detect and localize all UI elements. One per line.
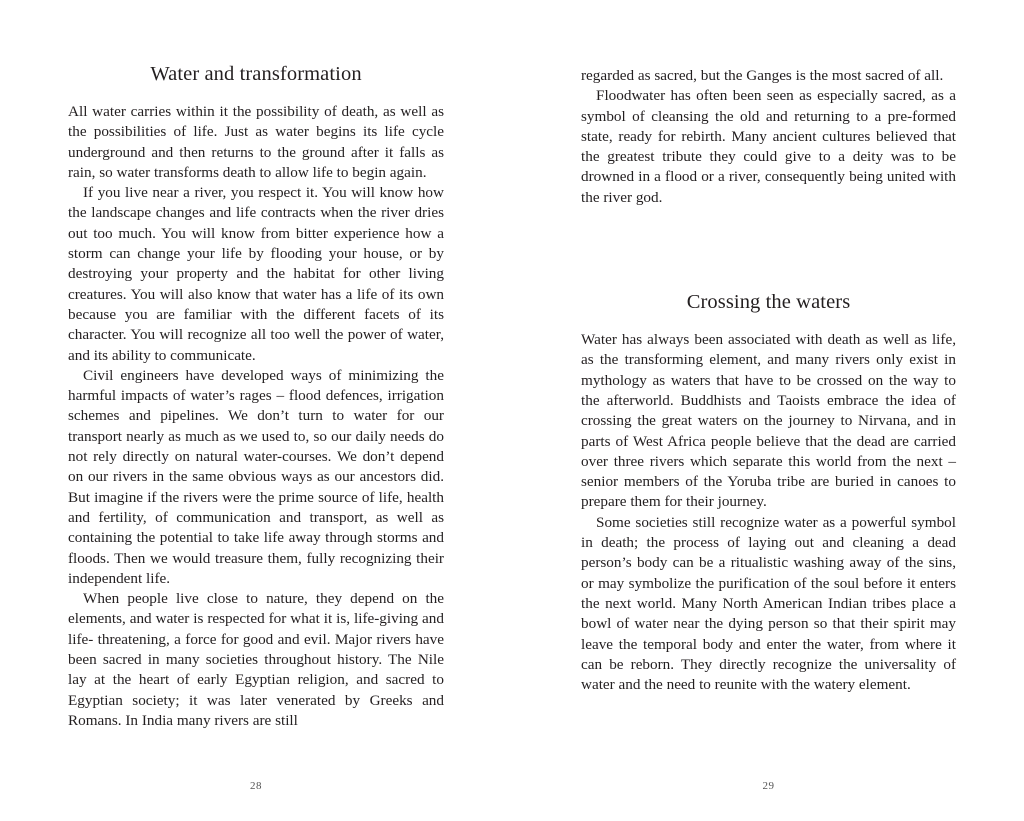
body-paragraph: regarded as sacred, but the Ganges is the most sacred of all.	[581, 67, 944, 84]
section-title-water-and-transformation: Water and transformation	[150, 63, 362, 85]
body-paragraph: When people live close to nature, they depend on the elements, and water is respected for what it is, life-giving and life- threatening, a force for good and evil. Major rivers have been sacred in many societies throughout history. The Nile lay at the heart of early Egyptian religion, and sacred to Egyptian society; it was later venerated by Greeks and Romans. In India many rivers are still	[68, 590, 444, 729]
continued-text-block	[581, 0, 956, 208]
body-paragraph: Water has always been associated with death as well as life, as the transforming element, and many rivers only exist in mythology as waters that have to be crossed on the way to the afterworld. Buddhists and Taoists embrace the idea of crossing the great waters on the journey to Nirvana, and in parts of West Africa people believe that the dead are carried over three rivers which separate this world from the next – senior members of the Yoruba tribe are buried in canoes to prepare them for their journey.	[581, 331, 956, 511]
page-number-right: 29	[762, 780, 775, 792]
body-paragraph: Floodwater has often been seen as especially sacred, as a symbol of cleansing the old and returning to a pre-formed state, ready for rebirth. Many ancient cultures believed that the greatest tribute they could give to a deity was to be drowned in a flood or a river, consequently being united with the river god.	[581, 87, 956, 206]
right-page	[581, 0, 956, 821]
body-paragraph: Civil engineers have developed ways of minimizing the harmful impacts of water’s rages – flood defences, irrigation schemes and pipelines. We don’t turn to water for our transport nearly as much as we used to, so our daily needs do not rely directly on natural water-courses. We don’t depend on our rivers in the same obvious ways as our ancestors did. But imagine if the rivers were the prime source of life, health and fertility, of communication and transport, as well as containing the potential to take life away through storms and floods. Then we would treasure them, fully recognizing their independent life.	[68, 366, 444, 587]
body-paragraph: If you live near a river, you respect it. You will know how the landscape changes and life contracts when the river dries out too much. You will know from bitter experience how a storm can change your life by flooding your house, or by destroying your property and the habitat for other living creatures. You will also know that water has a life of its own because you are familiar with the different facets of its character. You will recognize all too well the power of water, and its ability to communicate.	[68, 184, 444, 364]
body-paragraph: Some societies still recognize water as a powerful symbol in death; the process of laying out and cleaning a dead person’s body can be a ritualistic washing away of the sins, or may symbolize the purification of the soul before it enters the next world. Many North American Indian tribes place a bowl of water near the dying person so that their spirit may leave the temporal body and enter the water, from where it can be reborn. They directly recognize the universality of water and the need to reunite with the watery element.	[581, 513, 956, 694]
body-paragraph: All water carries within it the possibility of death, as well as the possibilities of life. Just as water begins its life cycle underground and then returns to the ground after it falls as rain, so water transforms death to allow life to begin again.	[68, 103, 444, 181]
left-page	[68, 0, 444, 821]
page-number-left: 28	[250, 780, 262, 792]
section-title-crossing-the-waters: Crossing the waters	[686, 291, 851, 314]
